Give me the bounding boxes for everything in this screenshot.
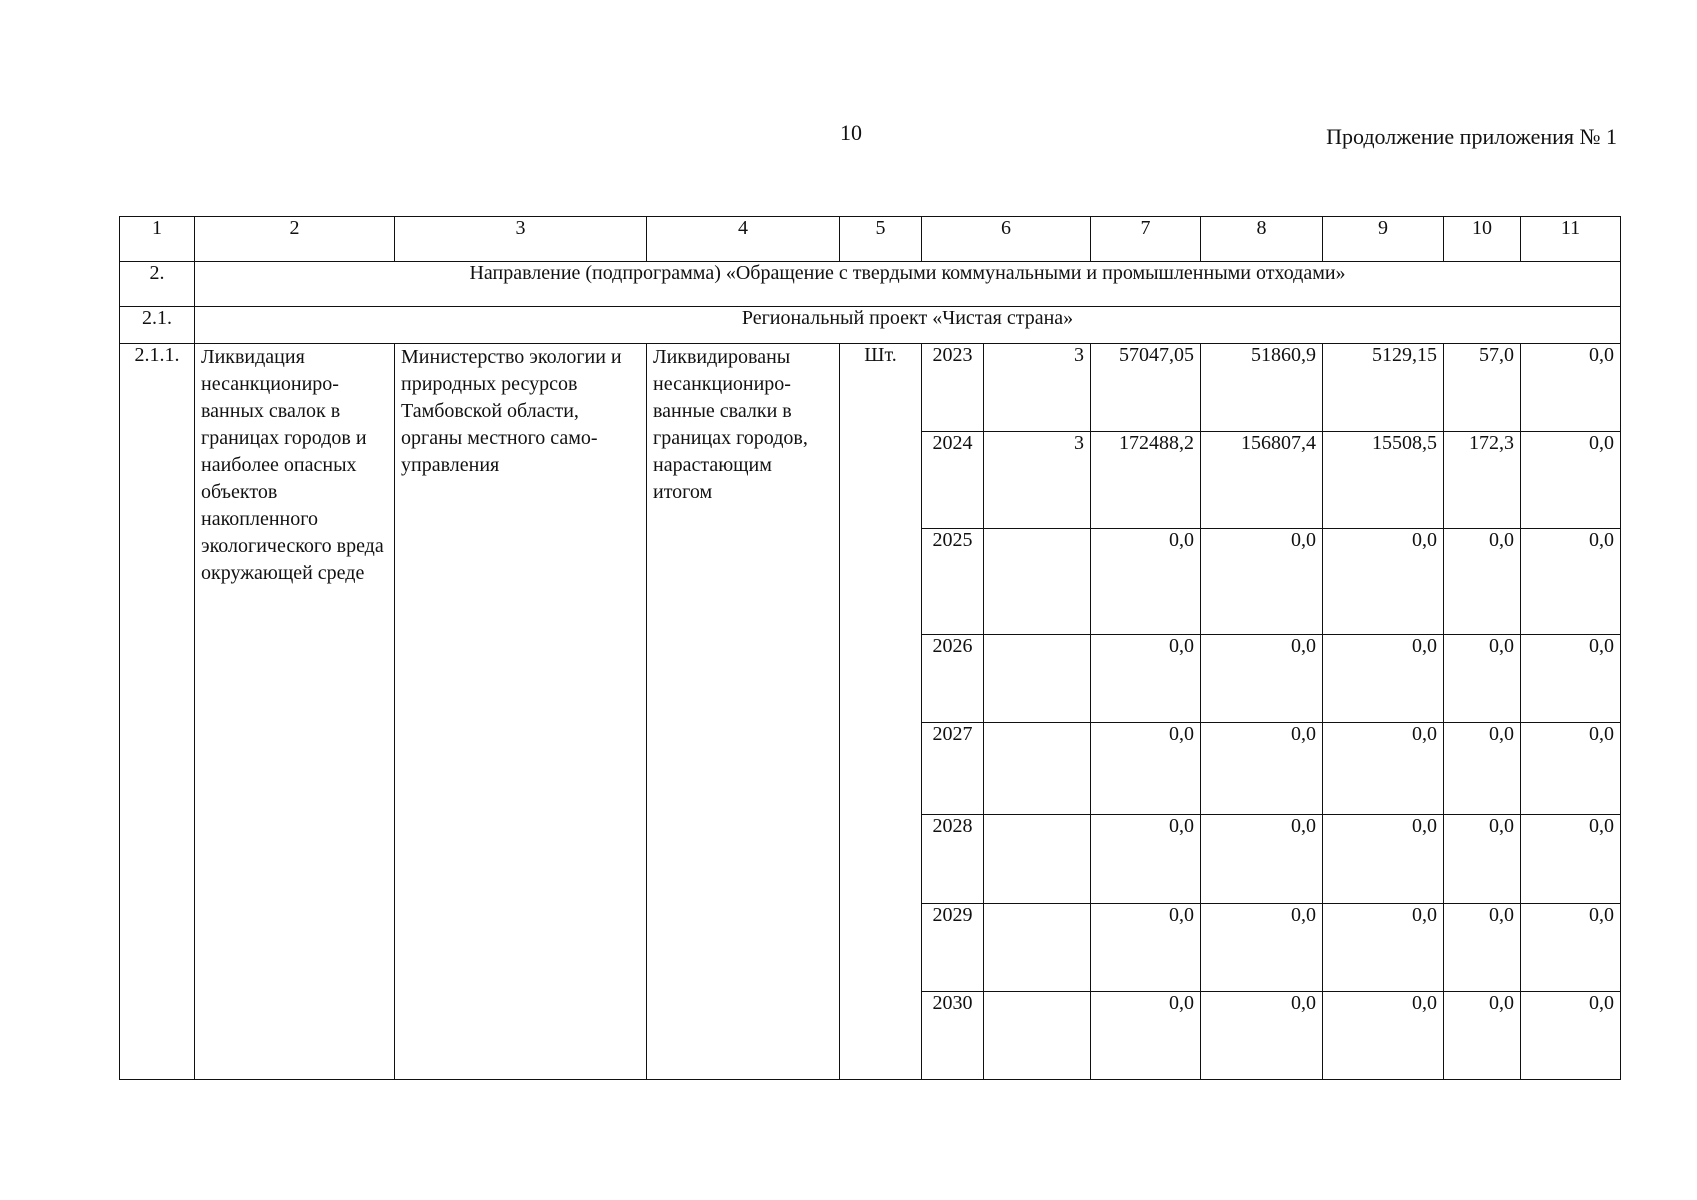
section-number: 2. xyxy=(120,262,195,307)
other-cell: 0,0 xyxy=(1521,344,1621,432)
year-cell: 2024 xyxy=(922,432,984,528)
local-cell: 57,0 xyxy=(1444,344,1521,432)
other-cell: 0,0 xyxy=(1521,723,1621,815)
federal-cell: 51860,9 xyxy=(1201,344,1323,432)
item-number: 2.1.1. xyxy=(120,344,195,1080)
federal-cell: 0,0 xyxy=(1201,528,1323,634)
appendix-table xyxy=(119,216,1621,1080)
appendix-continuation-label: Продолжение приложения № 1 xyxy=(1326,124,1617,149)
target-cell xyxy=(984,903,1091,991)
project-number: 2.1. xyxy=(120,307,195,344)
local-cell: 0,0 xyxy=(1444,723,1521,815)
federal-cell: 0,0 xyxy=(1201,723,1323,815)
total-cell: 57047,05 xyxy=(1091,344,1201,432)
regional-cell: 5129,15 xyxy=(1323,344,1444,432)
column-header: 11 xyxy=(1521,217,1621,262)
total-cell: 0,0 xyxy=(1091,528,1201,634)
federal-cell: 0,0 xyxy=(1201,634,1323,722)
other-cell: 0,0 xyxy=(1521,432,1621,528)
other-cell: 0,0 xyxy=(1521,991,1621,1079)
target-cell xyxy=(984,723,1091,815)
item-indicator: Ликвидированы несанкциониро-ванные свалки в границах городов, нарастающим итогом xyxy=(647,344,840,1080)
item-name: Ликвидация несанкциониро-ванных свалок в границах городов и наиболее опасных объектов накопленного экологического вреда окружающей среде xyxy=(195,344,395,1080)
regional-cell: 0,0 xyxy=(1323,723,1444,815)
local-cell: 0,0 xyxy=(1444,903,1521,991)
column-header: 10 xyxy=(1444,217,1521,262)
target-cell xyxy=(984,528,1091,634)
other-cell: 0,0 xyxy=(1521,815,1621,903)
column-header: 2 xyxy=(195,217,395,262)
year-cell: 2026 xyxy=(922,634,984,722)
regional-cell: 0,0 xyxy=(1323,528,1444,634)
year-cell: 2025 xyxy=(922,528,984,634)
year-cell: 2027 xyxy=(922,723,984,815)
year-cell: 2023 xyxy=(922,344,984,432)
regional-cell: 0,0 xyxy=(1323,991,1444,1079)
local-cell: 0,0 xyxy=(1444,815,1521,903)
year-cell: 2028 xyxy=(922,815,984,903)
total-cell: 172488,2 xyxy=(1091,432,1201,528)
federal-cell: 156807,4 xyxy=(1201,432,1323,528)
target-cell: 3 xyxy=(984,344,1091,432)
column-header: 7 xyxy=(1091,217,1201,262)
column-number-row xyxy=(120,217,1621,262)
local-cell: 172,3 xyxy=(1444,432,1521,528)
column-header: 8 xyxy=(1201,217,1323,262)
other-cell: 0,0 xyxy=(1521,528,1621,634)
column-header: 4 xyxy=(647,217,840,262)
column-header: 9 xyxy=(1323,217,1444,262)
total-cell: 0,0 xyxy=(1091,723,1201,815)
other-cell: 0,0 xyxy=(1521,634,1621,722)
target-cell: 3 xyxy=(984,432,1091,528)
project-row xyxy=(120,307,1621,344)
local-cell: 0,0 xyxy=(1444,991,1521,1079)
column-header: 1 xyxy=(120,217,195,262)
federal-cell: 0,0 xyxy=(1201,903,1323,991)
page-number: 10 xyxy=(840,120,862,145)
total-cell: 0,0 xyxy=(1091,815,1201,903)
regional-cell: 0,0 xyxy=(1323,634,1444,722)
other-cell: 0,0 xyxy=(1521,903,1621,991)
total-cell: 0,0 xyxy=(1091,634,1201,722)
regional-cell: 0,0 xyxy=(1323,903,1444,991)
section-row xyxy=(120,262,1621,307)
target-cell xyxy=(984,634,1091,722)
regional-cell: 15508,5 xyxy=(1323,432,1444,528)
item-unit: Шт. xyxy=(840,344,922,1080)
column-header: 3 xyxy=(395,217,647,262)
section-title: Направление (подпрограмма) «Обращение с твердыми коммунальными и промышленными отходами» xyxy=(195,262,1621,307)
regional-cell: 0,0 xyxy=(1323,815,1444,903)
column-header: 5 xyxy=(840,217,922,262)
total-cell: 0,0 xyxy=(1091,903,1201,991)
local-cell: 0,0 xyxy=(1444,634,1521,722)
item-executor: Министерство экологии и природных ресурсов Тамбовской области, органы местного само-управления xyxy=(395,344,647,1080)
table-row xyxy=(120,344,1621,432)
federal-cell: 0,0 xyxy=(1201,991,1323,1079)
federal-cell: 0,0 xyxy=(1201,815,1323,903)
column-header: 6 xyxy=(922,217,1091,262)
target-cell xyxy=(984,991,1091,1079)
total-cell: 0,0 xyxy=(1091,991,1201,1079)
target-cell xyxy=(984,815,1091,903)
year-cell: 2029 xyxy=(922,903,984,991)
project-title: Региональный проект «Чистая страна» xyxy=(195,307,1621,344)
local-cell: 0,0 xyxy=(1444,528,1521,634)
year-cell: 2030 xyxy=(922,991,984,1079)
